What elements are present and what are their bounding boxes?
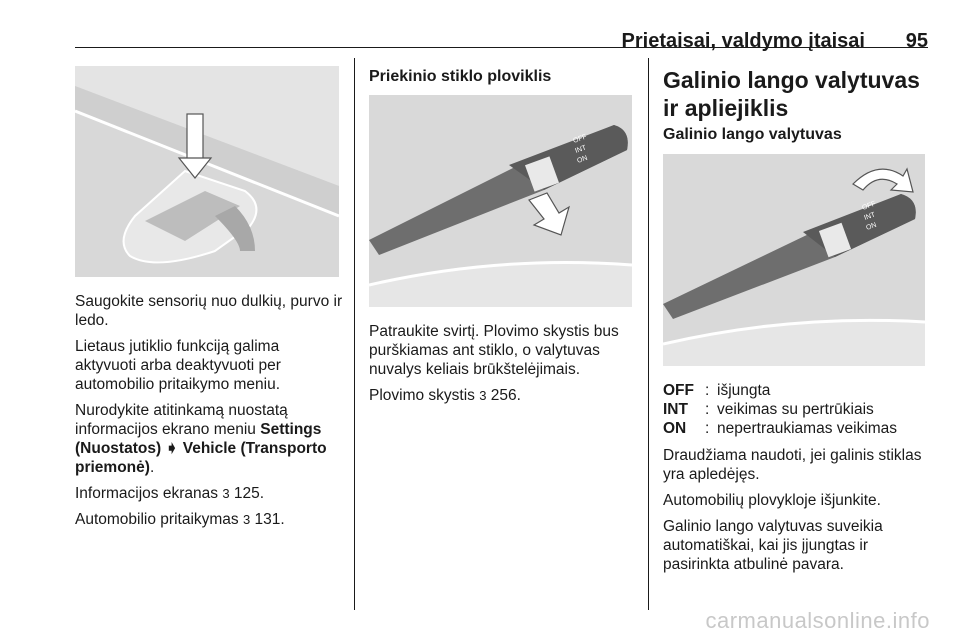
page-reference-icon: 3 — [243, 512, 251, 527]
header-rule — [75, 47, 928, 48]
wiper-lever-illustration — [369, 95, 632, 307]
definition-list — [663, 381, 928, 438]
settings-menu-label: Settings (Nuostatos) — [75, 421, 322, 457]
rear-wiper-figure — [663, 154, 925, 366]
down-arrow-shaft — [187, 114, 203, 162]
vehicle-menu-label: Vehicle (Transporto priemonė) — [75, 440, 327, 476]
column-divider-left — [354, 58, 355, 610]
section-heading-main: Galinio lango valytuvas ir apliejiklis — [663, 67, 920, 121]
rear-wiper-lever-illustration — [663, 154, 925, 366]
definition-desc: išjungta — [717, 382, 771, 399]
definition-item: ON : nepertraukiamas veikimas — [663, 420, 898, 437]
windscreen-washer-figure — [369, 95, 632, 307]
middle-column-text — [369, 322, 635, 412]
rain-sensor-figure — [75, 66, 339, 277]
paragraph: Draudžiama naudoti, jei galinis stiklas yra apledėjęs. — [663, 447, 922, 483]
cross-reference[interactable]: Informacijos ekranas 3 125. — [75, 485, 265, 502]
definition-term: OFF — [663, 382, 694, 399]
paragraph: Saugokite sensorių nuo dulkių, purvo ir ledo. — [75, 293, 343, 329]
definition-desc: nepertraukiamas veikimas — [717, 420, 898, 437]
definition-term: INT — [663, 401, 688, 418]
menu-arrow-icon: ➧ — [165, 440, 179, 457]
paragraph: Automobilių plovykloje išjunkite. — [663, 492, 881, 509]
settings-navigation-paragraph: Nurodykite atitinkamą nuostatą informacijos ekrano meniu Settings (Nuostatos) ➧ Vehicle (Transporto priemonė). — [75, 402, 327, 476]
cross-reference[interactable]: Automobilio pritaikymas 3 131. — [75, 511, 285, 528]
definition-desc: veikimas su pertrūkiais — [717, 401, 874, 418]
definition-item: INT : veikimas su pertrūkiais — [663, 401, 874, 418]
right-column-text — [663, 446, 931, 581]
svg-text:OFF: OFF — [861, 200, 877, 212]
paragraph: Galinio lango valytuvas suveikia automatiškai, kai jis įjungtas ir pasirinkta atbulinė pavara. — [663, 518, 883, 573]
page-title: Prietaisai, valdymo įtaisai — [621, 30, 865, 52]
svg-text:INT: INT — [574, 144, 588, 155]
subsection-heading: Galinio lango valytuvas — [663, 126, 842, 143]
svg-text:OFF: OFF — [572, 133, 588, 145]
left-column-text — [75, 292, 343, 536]
cross-reference[interactable]: Plovimo skystis 3 256. — [369, 387, 521, 404]
page-reference-icon: 3 — [222, 486, 230, 501]
watermark: carmanualsonline.info — [705, 608, 930, 633]
definition-item: OFF : išjungta — [663, 382, 771, 399]
svg-text:ON: ON — [865, 221, 878, 232]
page-reference-icon: 3 — [479, 388, 487, 403]
svg-text:ON: ON — [576, 154, 589, 165]
column-divider-right — [648, 58, 649, 610]
definition-term: ON — [663, 420, 687, 437]
paragraph: Patraukite svirtį. Plovimo skystis bus purškiamas ant stiklo, o valytuvas nuvalys keliais brūkštelėjimais. — [369, 323, 619, 378]
rain-sensor-illustration — [75, 66, 339, 277]
page-number: 95 — [905, 30, 928, 52]
paragraph: Lietaus jutiklio funkciją galima aktyvuoti arba deaktyvuoti per automobilio pritaikymo meniu. — [75, 338, 281, 393]
section-heading: Priekinio stiklo ploviklis — [369, 68, 552, 85]
svg-text:INT: INT — [863, 211, 877, 222]
